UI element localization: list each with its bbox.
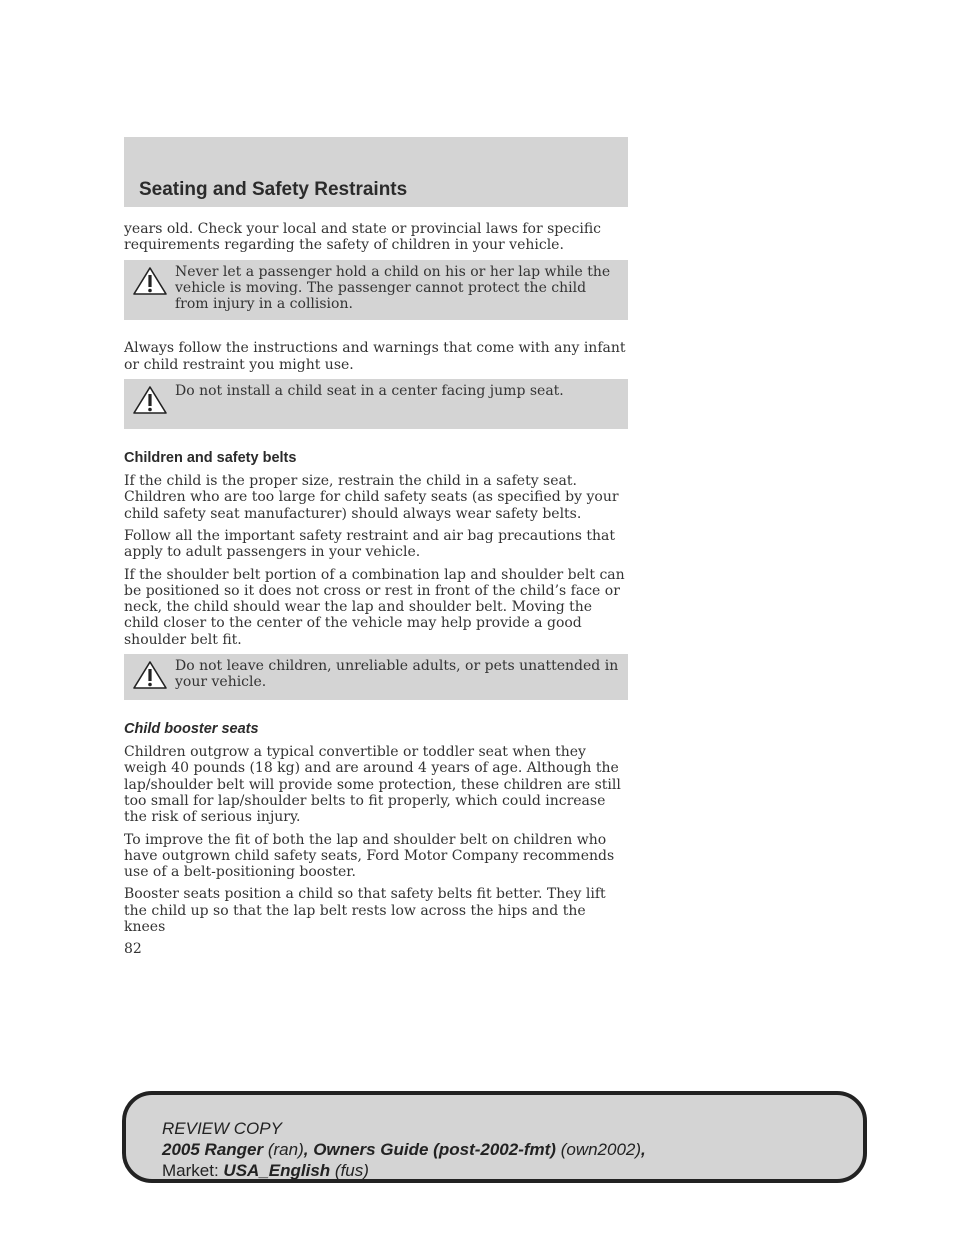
model-code: (ran) <box>267 1140 304 1159</box>
warning-triangle-icon <box>132 266 168 296</box>
warning-triangle-icon <box>132 385 168 415</box>
paragraph: Always follow the instructions and warnings that come with any infant or child restraint you might use. <box>124 340 626 373</box>
paragraph: If the shoulder belt portion of a combination lap and shoulder belt can be positioned so it does not cross or rest in front of the child’s face or neck, the child should wear the lap and shoulder belt. Moving the child closer to the center of the vehicle may help provide a good shoulder belt fit. <box>124 566 625 648</box>
paragraph: Booster seats position a child so that safety belts fit better. They lift the child up so that the lap belt rests low across the hips and the knees <box>124 886 606 936</box>
review-copy-footer <box>122 1091 867 1183</box>
page-content <box>124 221 628 958</box>
section-title: Seating and Safety Restraints <box>139 179 408 200</box>
warning-text: Never let a passenger hold a child on his or her lap while the vehicle is moving. The passenger cannot protect the child from injury in a collision. <box>175 263 611 313</box>
warning-box <box>124 654 628 700</box>
market-code: (fus) <box>334 1161 369 1180</box>
section-header <box>124 137 628 207</box>
warning-box <box>124 379 628 429</box>
footer-comma: , <box>641 1140 646 1159</box>
paragraph: Follow all the important safety restraint and air bag precautions that apply to adult passengers in your vehicle. <box>124 527 616 561</box>
warning-triangle-icon <box>132 660 168 690</box>
warning-text: Do not install a child seat in a center facing jump seat. <box>175 383 564 400</box>
paragraph: Children outgrow a typical convertible or toddler seat when they weigh 40 pounds (18 kg) and are around 4 years of age. Although the lap/shoulder belt will provide some protection, these children are still too small for lap/shoulder belts to fit properly, which could increase the risk of serious injury. <box>124 744 621 826</box>
paragraph: years old. Check your local and state or provincial laws for specific requirements regarding the safety of children in your vehicle. <box>124 221 602 254</box>
model-name: 2005 Ranger <box>162 1140 264 1159</box>
market-label: Market: <box>162 1161 219 1180</box>
subheading: Children and safety belts <box>124 450 297 467</box>
guide-code: (own2002) <box>560 1140 642 1159</box>
warning-text: Do not leave children, unreliable adults, or pets unattended in your vehicle. <box>175 658 619 691</box>
guide-name: , Owners Guide (post-2002-fmt) <box>303 1140 556 1159</box>
warning-box <box>124 260 628 321</box>
footer-text <box>162 1118 646 1181</box>
review-label: REVIEW COPY <box>162 1119 282 1138</box>
paragraph: If the child is the proper size, restrain the child in a safety seat. Children who are too large for child safety seats (as specified by your child safety seat manufacturer) should always wear safety belts. <box>124 473 619 522</box>
paragraph: To improve the fit of both the lap and shoulder belt on children who have outgrown child safety seats, Ford Motor Company recommends use of a belt-positioning booster. <box>124 831 615 881</box>
market-name: USA_English <box>223 1161 331 1180</box>
subheading: Child booster seats <box>124 721 259 738</box>
page-number: 82 <box>124 941 142 958</box>
